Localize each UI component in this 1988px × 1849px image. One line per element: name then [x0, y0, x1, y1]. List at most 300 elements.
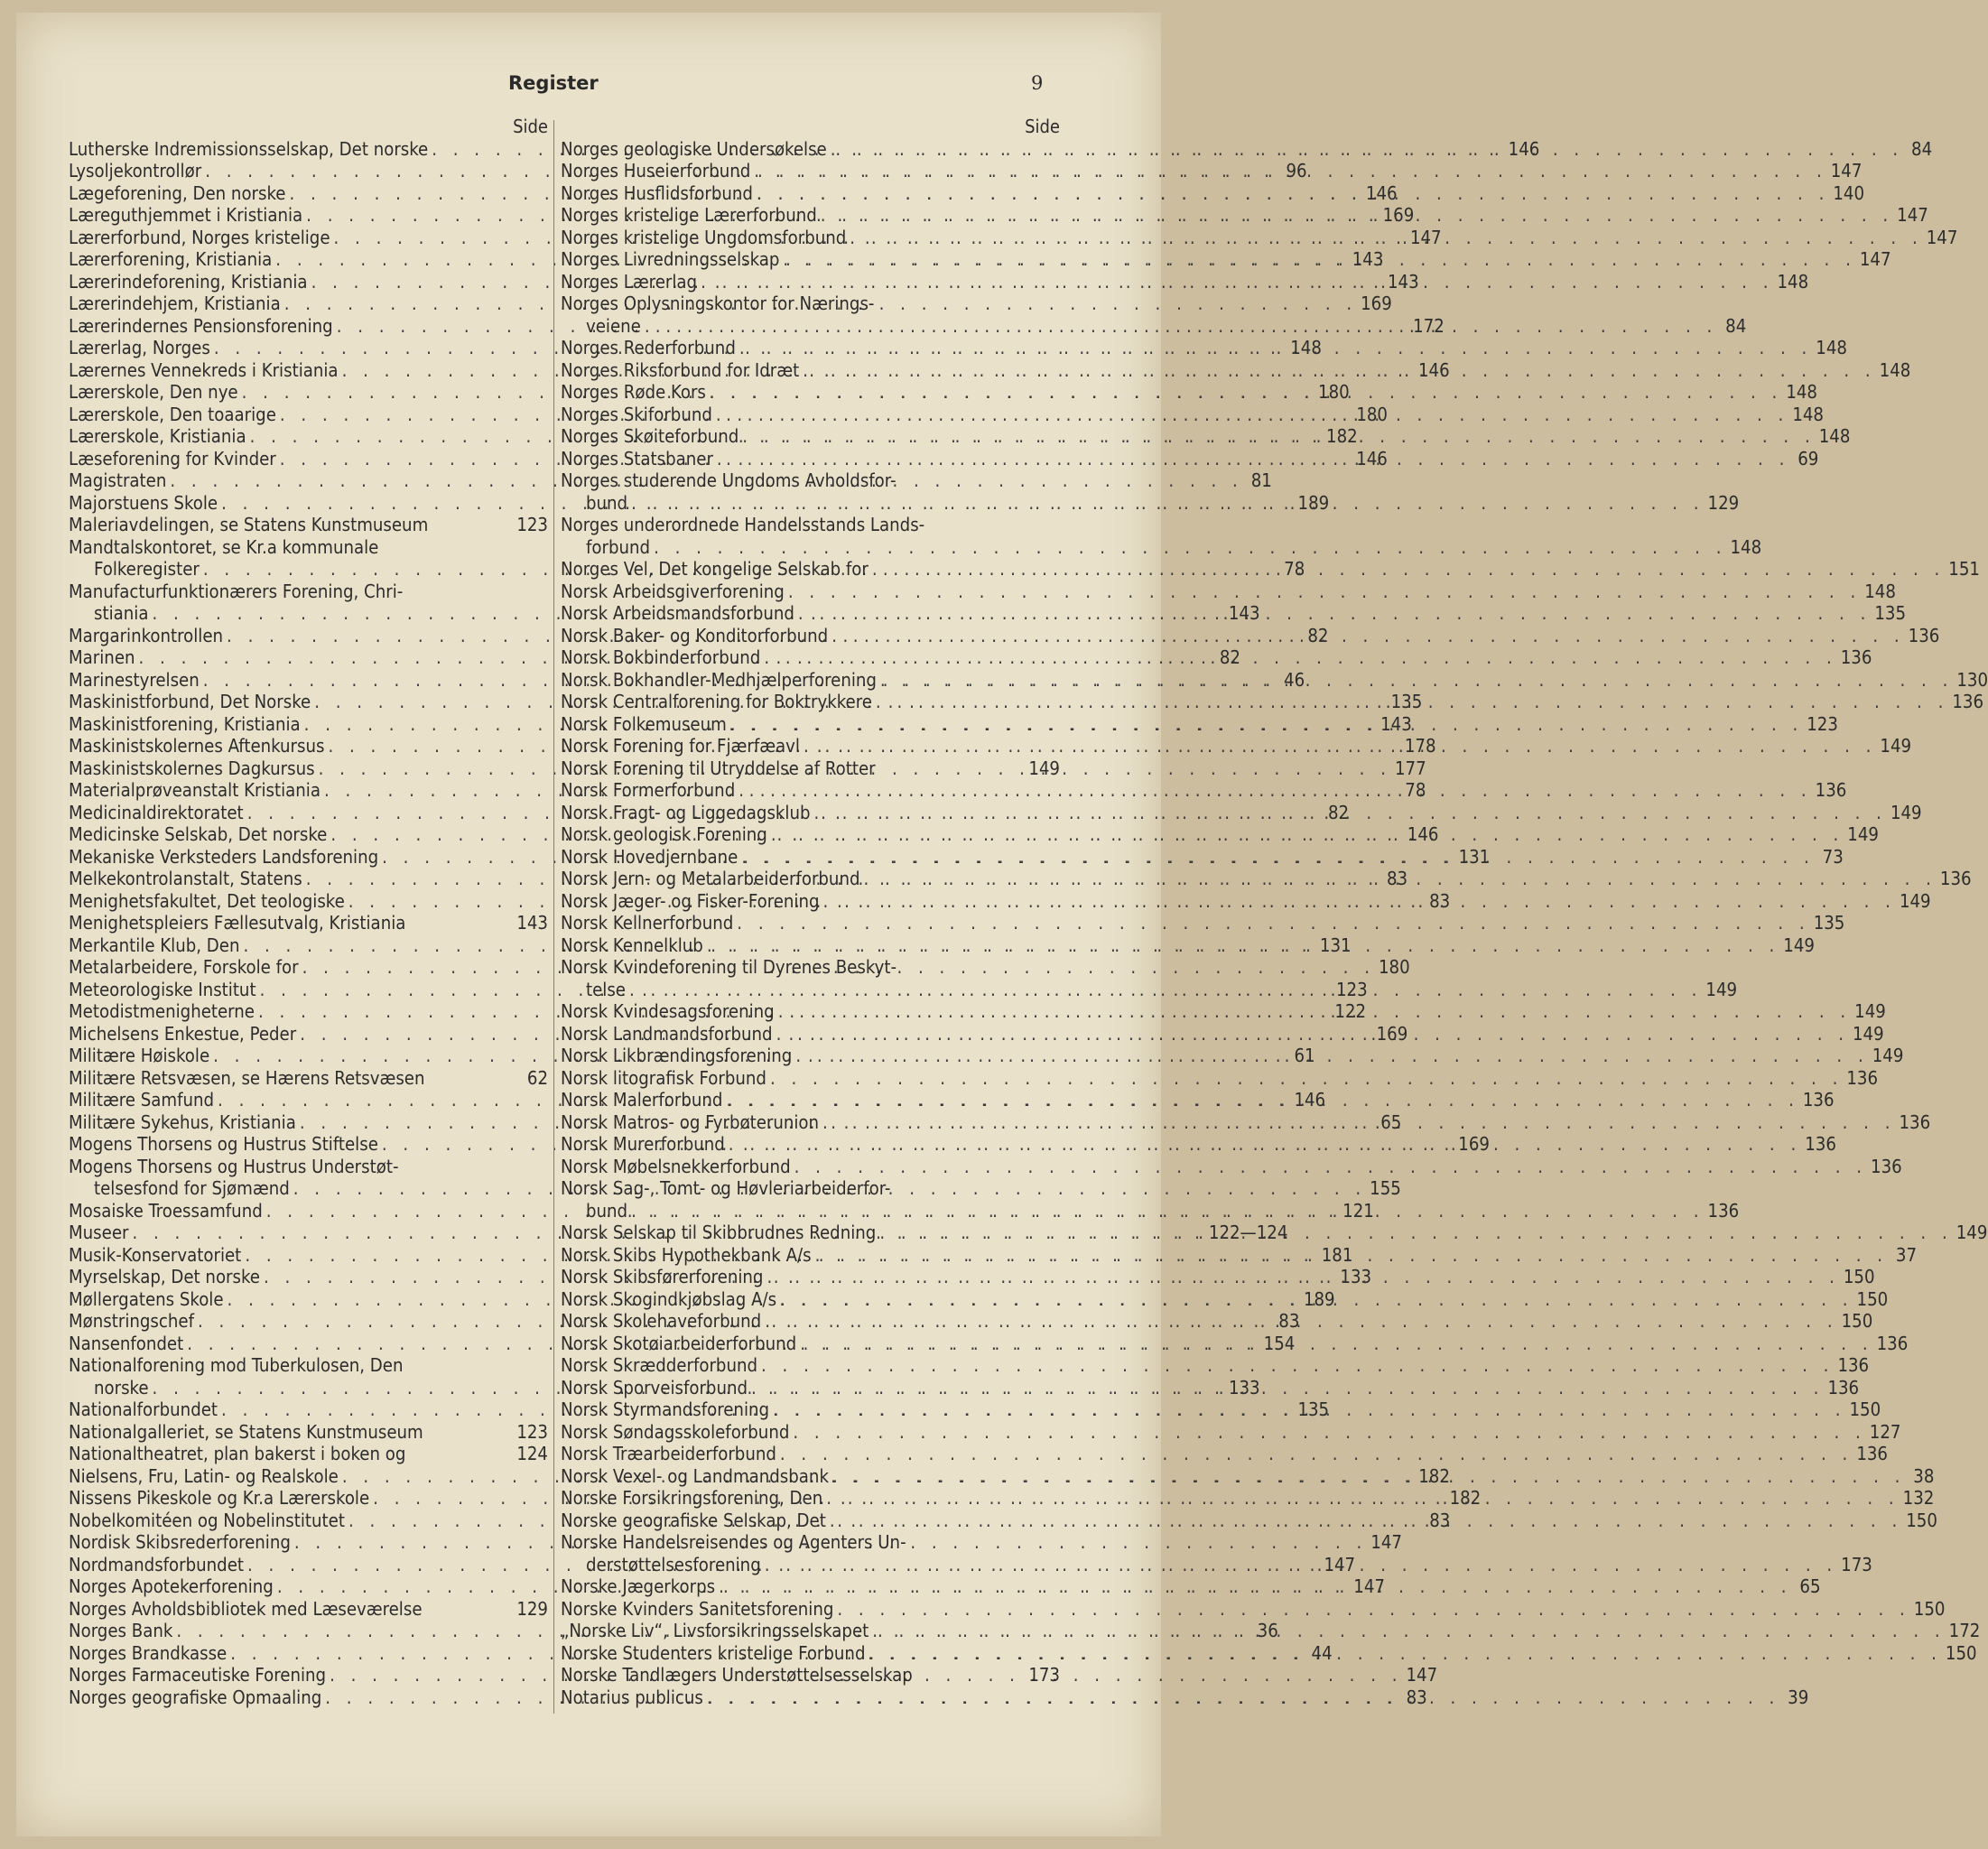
entry-page: 83: [1429, 889, 1451, 912]
dot-leader: [828, 625, 1904, 647]
index-entry: [561, 535, 1762, 559]
dot-leader: [776, 1288, 1853, 1311]
entry-page: 131: [1458, 845, 1491, 868]
entry-page: 46: [1284, 668, 1305, 691]
entry-name: Metodistmenigheterne: [69, 1000, 255, 1022]
index-entry: [69, 1156, 548, 1178]
dot-leader: [722, 1089, 1798, 1111]
entry-name: Norsk Kvindesagsforening: [561, 1000, 775, 1022]
entry-page: 123: [516, 514, 548, 535]
index-entry: [561, 1420, 1901, 1444]
dot-leader: [773, 1023, 1849, 1045]
entry-name: Norsk Forening til Utryddelse af Rotter: [561, 757, 876, 779]
entry-name: Lærerindernes Pensionsforening: [69, 314, 333, 337]
entry-name: Magistraten: [69, 469, 167, 491]
entry-name: Norsk Skrædderforbund: [561, 1354, 758, 1376]
dot-leader: [766, 1067, 1843, 1090]
dot-leader: [779, 248, 1855, 271]
entry-page: 135: [1297, 1398, 1330, 1420]
entry-page: 136: [1899, 1110, 1931, 1133]
entry-name: Mønstringschef: [69, 1310, 194, 1332]
entry-page: 124: [516, 1443, 548, 1464]
entry-page: 181: [1321, 1243, 1353, 1266]
entry-name: Lærerindeforening, Kristiania: [69, 270, 308, 293]
entry-page: 169: [1361, 293, 1392, 314]
entry-name: Menighetspleiers Fællesutvalg, Kristiania: [69, 912, 406, 934]
dot-leader: [865, 1642, 1941, 1665]
entry-name: Nansenfondet: [69, 1332, 184, 1354]
index-entry: [561, 226, 1958, 249]
entry-page: 136: [1856, 1443, 1888, 1464]
entry-page: 148: [1730, 535, 1762, 558]
entry-name: Norges Avholdsbibliotek med Læseværelse: [69, 1597, 423, 1620]
entry-page: 133: [1228, 1376, 1260, 1398]
dot-leader: [641, 315, 1717, 338]
dot-leader: [846, 227, 1922, 249]
entry-name: Folkeregister: [94, 558, 200, 580]
dot-leader: [769, 1398, 1845, 1421]
entry-name: Mandtalskontoret, se Kr.a kommunale: [69, 535, 379, 558]
dot-leader: [626, 979, 1702, 1001]
entry-name: Norske Studenters kristelige Forbund: [561, 1641, 866, 1664]
dot-leader: [799, 359, 1875, 382]
entry-page: 148: [1777, 270, 1809, 293]
entry-name: Norske Handelsreisendes og Agenters Un-: [561, 1531, 906, 1553]
dot-leader: [792, 1045, 1868, 1067]
entry-page: 65: [1799, 1575, 1821, 1597]
entry-page: 150: [1945, 1641, 1977, 1664]
entry-page: 149: [1955, 1222, 1988, 1243]
index-entry: [561, 1066, 1879, 1090]
dot-leader: [763, 1266, 1839, 1288]
entry-page: 130: [1956, 668, 1988, 691]
entry-name: Norsk Kennelklub: [561, 934, 703, 956]
entry-name: Norsk Skolehaveforbund: [561, 1310, 762, 1332]
entry-name: Norges Husflidsforbund: [561, 181, 753, 204]
dot-leader: [860, 868, 1937, 890]
entry-page: 82: [1219, 646, 1240, 668]
index-entry: [69, 1354, 548, 1377]
entry-name: Lærerforening, Kristiania: [69, 248, 273, 270]
entry-name: Norges geografiske Opmaaling: [69, 1686, 322, 1708]
side-label: Side: [513, 116, 548, 137]
entry-page: 127: [1869, 1420, 1901, 1443]
entry-page: 136: [1876, 1332, 1909, 1354]
entry-page: 84: [1911, 137, 1933, 160]
entry-page: 82: [1307, 624, 1329, 646]
entry-page: 149: [1890, 801, 1922, 823]
entry-name: Lysoljekontrollør: [69, 160, 202, 181]
entry-name: Nissens Pikeskole og Kr.a Lærerskole: [69, 1487, 370, 1509]
entry-page: 61: [1294, 1045, 1315, 1066]
entry-page: 148: [1792, 403, 1824, 425]
entry-page: 136: [1837, 1354, 1870, 1376]
dot-leader: [733, 912, 1809, 934]
entry-page: 146: [1508, 137, 1540, 160]
entry-page: 132: [1902, 1487, 1935, 1509]
entry-name: Norges kristelige Ungdomsforbund: [561, 226, 847, 248]
entry-page: 143: [1380, 712, 1412, 735]
entry-page: 149: [1854, 1000, 1886, 1022]
dot-leader: [627, 492, 1704, 515]
entry-name: Norsk Folkemuseum: [561, 712, 727, 735]
entry-name: Norsk Bokbinderforbund: [561, 646, 761, 668]
entry-name: Norges Røde Kors: [561, 381, 706, 403]
entry-name: Militære Sykehus, Kristiania: [69, 1110, 296, 1133]
entry-name: Norske Tandlægers Understøttelsesselskap: [561, 1664, 913, 1686]
entry-name: Norsk Vexel- og Landmandsbank: [561, 1464, 829, 1487]
entry-name: Maskinistforening, Kristiania: [69, 712, 301, 735]
entry-page: 146: [1417, 358, 1450, 381]
entry-page: 81: [1250, 469, 1272, 491]
entry-name: Norsk Møbelsnekkerforbund: [561, 1155, 791, 1177]
entry-name: Norsk Formerforbund: [561, 779, 736, 801]
dot-leader: [826, 1510, 1902, 1532]
entry-name: Norges studerende Ungdoms Avholdsfor-: [561, 469, 896, 491]
dot-leader: [785, 581, 1861, 603]
dot-leader: [735, 779, 1811, 802]
index-entry: [561, 1177, 1060, 1200]
entry-page: 133: [1340, 1266, 1372, 1287]
dot-leader: [750, 160, 1826, 182]
entry-name: Maskinistskolernes Dagkursus: [69, 757, 315, 779]
entry-page: 129: [1707, 491, 1740, 514]
entry-page: 155: [1370, 1177, 1401, 1199]
entry-name: Majorstuens Skole: [69, 491, 218, 514]
index-entry: [69, 1443, 548, 1465]
entry-page: 172: [1413, 314, 1445, 337]
entry-name: Norges Vel, Det kongelige Selskab for: [561, 558, 869, 580]
entry-page: 136: [1846, 1066, 1879, 1089]
entry-name: Nielsens, Fru, Latin- og Realskole: [69, 1464, 339, 1487]
entry-name: Norsk Fragt- og Liggedagsklub: [561, 801, 811, 823]
entry-name: Maleriavdelingen, se Statens Kunstmuseum: [69, 514, 429, 535]
dot-leader: [738, 846, 1814, 869]
entry-page: 150: [1906, 1509, 1937, 1531]
entry-name: Norske Forsikringsforening, Den: [561, 1487, 823, 1509]
entry-name: Lærerindehjem, Kristiania: [69, 293, 281, 314]
entry-page: 131: [1319, 934, 1352, 956]
entry-name: Lærernes Vennekreds i Kristiania: [69, 358, 339, 381]
entry-name: Notarius publicus: [561, 1686, 703, 1708]
entry-page: 83: [1406, 1686, 1427, 1708]
entry-page: 83: [1429, 1509, 1451, 1531]
entry-name: Norges Riksforbund for Idræt: [561, 358, 800, 381]
entry-page: 65: [1380, 1110, 1402, 1133]
entry-page: 148: [1786, 381, 1817, 403]
index-entry: [69, 1067, 548, 1090]
entry-page: 136: [1908, 624, 1940, 646]
entry-name: Norsk Sporveisforbund: [561, 1376, 748, 1398]
entry-page: 182: [1326, 425, 1358, 447]
entry-name: Norges Apotekerforening: [69, 1575, 274, 1597]
entry-name: Michelsens Enkestue, Peder: [69, 1022, 297, 1045]
entry-name: Norges Rederforbund: [561, 337, 736, 358]
index-entry: [561, 912, 1845, 934]
entry-page: 39: [1788, 1686, 1809, 1708]
entry-page: 189: [1297, 491, 1330, 514]
entry-name: Mosaiske Troessamfund: [69, 1199, 263, 1222]
entry-name: Margarinkontrollen: [69, 624, 224, 646]
entry-name: Norges Brandkasse: [69, 1641, 228, 1664]
entry-name: Medicinaldirektoratet: [69, 801, 244, 823]
entry-name: Norsk Jern- og Metalarbeiderforbund: [561, 868, 860, 889]
index-entry: [561, 469, 1060, 492]
dot-leader: [725, 1133, 1801, 1156]
index-entry: [69, 536, 548, 559]
entry-name: Norsk Matros- og Fyrbøterunion: [561, 1110, 820, 1133]
dot-leader: [822, 1487, 1899, 1510]
entry-page: 136: [1707, 1199, 1740, 1222]
page-title: Register: [508, 72, 599, 94]
entry-name: Norske Jægerkorps: [561, 1575, 716, 1597]
entry-page: 177: [1394, 757, 1426, 779]
entry-name: Norsk geologisk Forening: [561, 823, 767, 845]
entry-page: 147: [1859, 248, 1891, 270]
entry-page: 150: [1841, 1310, 1873, 1332]
entry-name: Nationaltheatret, plan bakerst i boken og: [69, 1443, 406, 1464]
entry-page: 73: [1822, 845, 1844, 868]
entry-page: 129: [516, 1597, 548, 1620]
entry-page: 135: [1874, 602, 1907, 624]
entry-name: norske: [94, 1376, 149, 1398]
entry-page: 123: [516, 1420, 548, 1443]
entry-page: 143: [516, 912, 548, 934]
entry-page: 149: [1705, 978, 1738, 1000]
side-label: Side: [1025, 116, 1060, 137]
entry-page: 169: [1458, 1133, 1490, 1155]
entry-name: Merkantile Klub, Den: [69, 934, 240, 956]
entry-name: Norges Farmaceutiske Forening: [69, 1664, 327, 1686]
entry-name: Lægeforening, Den norske: [69, 181, 286, 204]
entry-name: Norsk Murerforbund: [561, 1133, 725, 1155]
entry-name: Lutherske Indremissionsselskap, Det norske: [69, 137, 429, 160]
entry-name: Norsk Skogindkjøbslag A/s: [561, 1287, 777, 1310]
entry-page: 147: [1370, 1531, 1402, 1553]
entry-name: Melkekontrolanstalt, Statens: [69, 868, 302, 889]
entry-page: 96: [1286, 160, 1307, 181]
index-entry: [561, 1443, 1888, 1465]
entry-page: 78: [1405, 779, 1426, 801]
entry-name: telse: [586, 978, 626, 1000]
entry-page: 143: [1352, 248, 1384, 270]
entry-page: 136: [1871, 1155, 1902, 1177]
entry-name: Norsk Skibsførerforening: [561, 1266, 764, 1287]
entry-name: Myrselskap, Det norske: [69, 1266, 260, 1287]
entry-name: telsesfond for Sjømænd: [94, 1177, 290, 1199]
entry-page: 154: [1263, 1332, 1296, 1354]
entry-name: Norges Bank: [69, 1620, 173, 1641]
index-entry: [69, 912, 548, 934]
entry-page: 146: [1356, 447, 1388, 469]
entry-name: Læreguthjemmet i Kristiania: [69, 204, 303, 226]
index-entry: [561, 757, 1060, 780]
entry-page: 136: [1827, 1376, 1860, 1398]
entry-page: 82: [1328, 801, 1350, 823]
entry-page: 182: [1418, 1464, 1450, 1487]
dot-leader: [739, 425, 1815, 448]
dot-leader: [727, 713, 1803, 736]
dot-leader: [869, 1620, 1945, 1642]
entry-name: Norsk Arbeidsmandsforbund: [561, 602, 794, 624]
entry-page: 36: [1257, 1620, 1278, 1641]
entry-page: 37: [1895, 1243, 1918, 1266]
entry-name: veiene: [586, 314, 641, 337]
entry-name: Mekaniske Verksteders Landsforening: [69, 845, 379, 868]
index-entry: [561, 1531, 1060, 1554]
entry-name: Norges Statsbaner: [561, 447, 713, 469]
entry-name: Lærerskole, Den toaarige: [69, 403, 276, 425]
entry-name: Norsk Sag-, Tomt- og Høvleriarbeiderfor-: [561, 1177, 891, 1199]
dot-leader: [760, 646, 1836, 669]
dot-leader: [767, 823, 1844, 846]
entry-name: Norsk Landmandsforbund: [561, 1022, 773, 1045]
index-entry: [561, 1664, 1060, 1686]
entry-name: Nordisk Skibsrederforening: [69, 1531, 291, 1553]
entry-name: Norges Oplysningskontor for Nærings-: [561, 293, 875, 314]
entry-name: Norske geografiske Selskap, Det: [561, 1509, 826, 1531]
entry-page: 136: [1939, 868, 1972, 889]
index-entry: [561, 293, 1060, 315]
entry-page: 150: [1856, 1287, 1889, 1310]
dot-leader: [627, 1200, 1704, 1222]
dot-leader: [791, 1156, 1867, 1178]
entry-page: 84: [1725, 314, 1747, 337]
dot-leader: [811, 802, 1887, 824]
entry-name: Norsk Træarbeiderforbund: [561, 1443, 776, 1464]
entry-name: Norges underordnede Handelsstands Lands-: [561, 514, 925, 535]
entry-page: 44: [1311, 1641, 1333, 1664]
entry-name: Norsk Arbeidsgiverforening: [561, 580, 785, 602]
column-divider: [553, 120, 554, 1714]
entry-name: Mogens Thorsens og Hustrus Understøt-: [69, 1155, 399, 1177]
dot-leader: [872, 691, 1948, 713]
dot-leader: [712, 404, 1788, 426]
entry-page: 178: [1404, 735, 1436, 757]
entry-name: Læseforening for Kvinder: [69, 447, 276, 469]
entry-page: 122—124: [1208, 1222, 1288, 1243]
entry-page: 180: [1356, 403, 1388, 425]
entry-page: 121: [1342, 1199, 1374, 1222]
entry-name: Norsk Bokhandler-Medhjælperforening: [561, 668, 877, 691]
dot-leader: [812, 1244, 1888, 1267]
entry-page: 189: [1303, 1287, 1335, 1310]
entry-page: 123: [1335, 978, 1368, 1000]
entry-page: 136: [1840, 646, 1872, 668]
entry-page: 78: [1284, 558, 1305, 580]
dot-leader: [817, 204, 1893, 227]
entry-page: 135: [1390, 691, 1423, 712]
entry-page: 180: [1318, 381, 1350, 403]
entry-page: 150: [1843, 1266, 1875, 1287]
entry-name: Maskinistskolernes Aftenkursus: [69, 735, 325, 757]
entry-name: Lærerlag, Norges: [69, 337, 210, 358]
entry-name: Nobelkomitéen og Nobelinstitutet: [69, 1509, 345, 1531]
entry-name: Norsk Centralforening for Boktrykkere: [561, 691, 872, 712]
entry-page: 149: [1028, 757, 1060, 779]
entry-name: forbund: [586, 535, 651, 558]
entry-name: Norges Livredningsselskap: [561, 248, 780, 270]
entry-page: 182: [1449, 1487, 1482, 1509]
dot-leader: [761, 1310, 1837, 1333]
entry-name: „Norske Liv“, Livsforsikringsselskapet: [561, 1620, 869, 1641]
entry-page: 147: [1926, 226, 1958, 248]
entry-name: Marinen: [69, 646, 135, 668]
index-entry: [561, 1155, 1902, 1178]
entry-page: 173: [1028, 1664, 1060, 1686]
dot-leader: [715, 1575, 1791, 1598]
entry-page: 136: [1802, 1089, 1835, 1110]
entry-name: Lærerskole, Den nye: [69, 381, 238, 403]
entry-page: 136: [1952, 691, 1984, 712]
entry-name: Menighetsfakultet, Det teologiske: [69, 889, 345, 912]
entry-name: bund: [586, 1199, 628, 1222]
dot-leader: [869, 558, 1945, 581]
entry-name: Materialprøveanstalt Kristiania: [69, 779, 320, 801]
entry-name: Norsk Likbrændingsforening: [561, 1045, 793, 1066]
entry-name: Medicinske Selskab, Det norske: [69, 823, 328, 845]
entry-name: Norsk Jæger- og Fisker-Forening: [561, 889, 820, 912]
entry-name: Militære Samfund: [69, 1089, 215, 1110]
entry-name: bund: [586, 491, 628, 514]
dot-leader: [776, 1443, 1853, 1465]
dot-leader: [820, 890, 1896, 913]
index-entry: [561, 514, 1060, 536]
entry-name: Lærerskole, Kristiania: [69, 425, 246, 447]
entry-page: 147: [1409, 226, 1442, 248]
entry-page: 38: [1913, 1464, 1935, 1487]
entry-name: Norsk Kvindeforening til Dyrenes Beskyt-: [561, 956, 897, 978]
index-entry: [561, 956, 1060, 979]
entry-name: Norsk Skotøiarbeiderforbund: [561, 1332, 797, 1354]
entry-name: Norges Huseierforbund: [561, 160, 751, 181]
entry-page: 149: [1899, 889, 1931, 912]
entry-name: Norsk Styrmandsforening: [561, 1398, 770, 1420]
entry-name: Metalarbeidere, Forskole for: [69, 956, 299, 978]
entry-name: Nationalforening mod Tuberkulosen, Den: [69, 1354, 404, 1376]
dot-leader: [800, 735, 1876, 757]
entry-page: 148: [1816, 337, 1847, 358]
entry-page: 147: [1406, 1664, 1438, 1686]
entry-page: 135: [1813, 912, 1845, 934]
entry-page: 83: [1387, 868, 1408, 889]
dot-leader: [789, 1421, 1865, 1444]
index-entry: [69, 1421, 548, 1444]
entry-name: Meteorologiske Institut: [69, 978, 256, 1000]
entry-name: Militære Høiskole: [69, 1045, 210, 1066]
entry-name: Norges Skøiteforbund: [561, 425, 739, 447]
entry-name: Musik-Konservatoriet: [69, 1243, 242, 1266]
entry-name: Norsk Hovedjernbane: [561, 845, 739, 868]
dot-leader: [761, 1554, 1837, 1576]
dot-leader: [794, 602, 1871, 625]
dot-leader: [827, 138, 1903, 161]
entry-page: 151: [1948, 558, 1980, 580]
entry-name: Norges Lærerlag: [561, 270, 698, 293]
entry-name: Mogens Thorsens og Hustrus Stiftelse: [69, 1133, 378, 1155]
entry-page: 143: [1388, 270, 1419, 293]
entry-name: Møllergatens Skole: [69, 1287, 224, 1310]
entry-page: 69: [1798, 447, 1819, 469]
dot-leader: [706, 381, 1782, 404]
entry-name: Norsk Baker- og Konditorforbund: [561, 624, 829, 646]
entry-page: 169: [1382, 204, 1415, 226]
index-entry: [69, 1598, 548, 1621]
entry-name: Norske Kvinders Sanitetsforening: [561, 1597, 834, 1620]
dot-leader: [757, 1354, 1834, 1377]
entry-page: 122: [1334, 1000, 1367, 1022]
entry-page: 148: [1290, 337, 1322, 358]
